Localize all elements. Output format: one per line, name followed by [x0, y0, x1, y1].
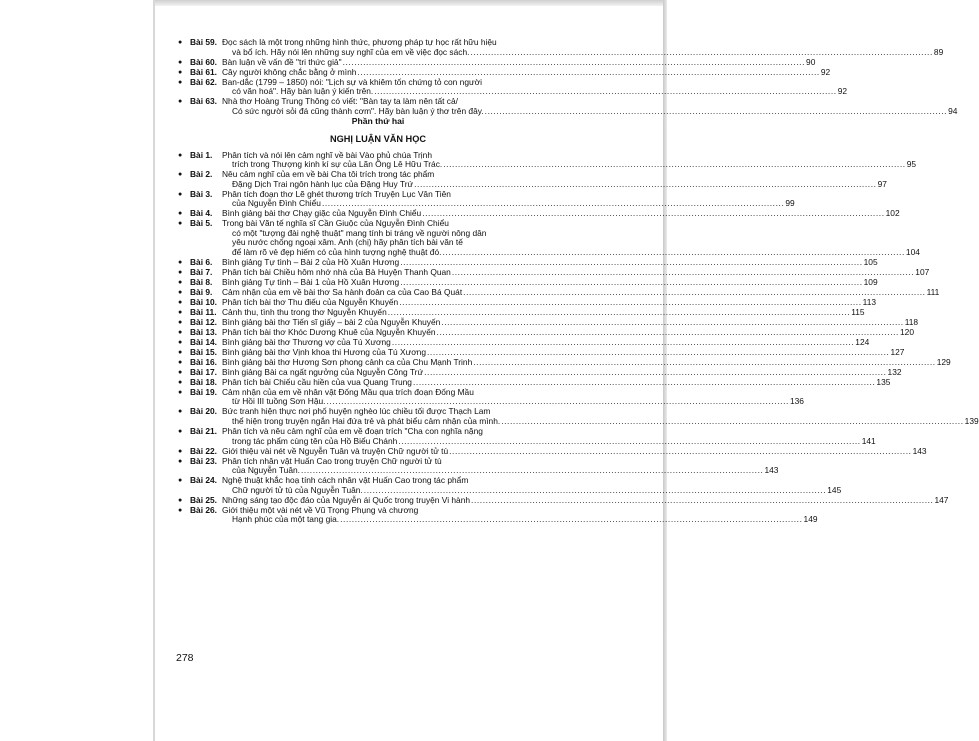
- entry-text-line: thể hiện trong truyện ngắn Hai đứa trẻ và phát biểu cảm nhận của mình.: [232, 415, 501, 426]
- bullet-icon: ●: [178, 78, 183, 86]
- dot-leader: [364, 486, 826, 496]
- dot-leader: [414, 180, 876, 190]
- entry-page-number: 95: [906, 159, 917, 170]
- entry-page-number: 143: [912, 445, 927, 456]
- entry-page-number: 111: [926, 286, 940, 297]
- entry-text-line: Bàn luận về vấn đề "tri thức giả": [222, 56, 342, 67]
- toc-entry: [176, 169, 887, 189]
- entry-number: Bài 15.: [190, 346, 218, 357]
- bullet-icon: ●: [178, 506, 183, 514]
- toc-entry: [176, 66, 831, 78]
- entry-number: Bài 20.: [190, 406, 218, 417]
- entry-last-line: [222, 484, 842, 496]
- toc-entry: [176, 425, 876, 446]
- bullet-icon: ●: [178, 477, 183, 485]
- entry-page-number: 127: [890, 346, 905, 357]
- entry-text-line: của Nguyễn Tuân.: [232, 465, 300, 476]
- entry-number: Bài 60.: [190, 56, 218, 67]
- entry-page-number: 120: [900, 326, 914, 337]
- page-number: 278: [176, 652, 194, 664]
- toc-entry: [176, 475, 842, 495]
- entry-text-line: và bổ ích. Hãy nói lên những suy nghĩ của em về việc đọc sách.: [232, 46, 470, 57]
- entry-page-number: 99: [785, 198, 795, 209]
- entry-number: Bài 19.: [190, 386, 218, 397]
- entry-page-number: 135: [876, 376, 891, 387]
- entry-page-number: 136: [789, 396, 804, 407]
- bullet-icon: ●: [178, 496, 183, 504]
- entry-text-line: Giới thiệu một vài nét về Vũ Trọng Phụng và chương: [222, 504, 419, 515]
- entry-number: Bài 63.: [190, 96, 218, 107]
- entry-page-number: 94: [948, 105, 958, 116]
- entry-text-line: trích trong Thượng kinh kí sự của Lãn Ông Lê Hữu Trác.: [232, 159, 443, 170]
- toc-entry: [176, 504, 818, 525]
- bullet-icon: ●: [178, 457, 183, 465]
- toc-entry: [176, 455, 779, 476]
- entry-number: Bài 8.: [190, 276, 213, 287]
- bullet-icon: ●: [178, 427, 183, 435]
- entry-text-line: Trong bài Văn tế nghĩa sĩ Cần Giuộc của Nguyễn Đình Chiểu: [222, 218, 449, 229]
- entry-text-line: Phân tích bài thơ Thu điếu của Nguyễn Khuyến: [222, 296, 399, 307]
- bullet-icon: ●: [178, 447, 183, 455]
- entry-number: Bài 9.: [190, 286, 213, 297]
- entry-text-line: Ban-dắc (1799 – 1850) nói: "Lịch sự và khiêm tốn chứng tỏ con người: [222, 76, 482, 87]
- entry-page-number: 143: [764, 465, 779, 476]
- toc-entry: [176, 37, 944, 57]
- entry-last-line: [222, 66, 831, 78]
- entry-number: Bài 23.: [190, 455, 218, 466]
- toc-entry: [176, 218, 920, 257]
- entry-text-line: Đọc sách là một trong những hình thức, phương pháp tự học rất hữu hiệu: [222, 37, 497, 47]
- entry-text-line: Có sức người sỏi đá cũng thành cơm". Hãy bàn luận ý thơ trên đây.: [232, 105, 484, 116]
- entry-page-number: 92: [820, 66, 831, 77]
- toc-entry: [176, 96, 958, 116]
- entry-text-line: Bình giảng bài thơ Tiến sĩ giấy – bài 2 của Nguyễn Khuyến: [222, 316, 441, 327]
- entry-text-line: Cảm nhận của em về nhân vật Đống Mầu qua trích đoạn Đống Mầu: [222, 386, 474, 397]
- entry-last-line: [222, 435, 876, 447]
- entry-last-line: [222, 56, 816, 68]
- entry-last-line: [222, 366, 902, 378]
- bullet-icon: ●: [178, 278, 183, 286]
- toc-entry: [176, 376, 891, 388]
- entry-number: Bài 12.: [190, 316, 218, 327]
- page-left-edge: [153, 0, 155, 741]
- entry-text-line: Cây người không chắc bằng ở mình: [222, 66, 357, 77]
- entry-text-line: có văn hoá". Hãy bàn luận ý kiến trên.: [232, 86, 374, 97]
- top-entry-list: [176, 37, 958, 116]
- entry-last-line: [222, 356, 951, 368]
- entry-page-number: 102: [885, 208, 900, 219]
- bullet-icon: ●: [178, 39, 183, 46]
- entry-page-number: 90: [806, 56, 816, 67]
- bullet-icon: ●: [178, 151, 183, 159]
- dot-leader: [413, 378, 875, 388]
- dot-leader: [340, 515, 802, 525]
- entry-text-line: Phân tích và nói lên cảm nghĩ về bài Vào phủ chúa Trịnh: [222, 149, 432, 160]
- bullet-icon: ●: [178, 338, 183, 346]
- entry-page-number: 132: [887, 366, 902, 377]
- toc-entry: [176, 346, 905, 358]
- entry-page-number: 107: [915, 266, 930, 277]
- dot-leader: [357, 68, 819, 78]
- dot-leader: [501, 417, 963, 427]
- entry-page-number: 115: [851, 306, 865, 317]
- entry-number: Bài 11.: [190, 306, 217, 317]
- entry-text-line: có một "tượng đài nghệ thuật" mang tính bi tráng về người nông dân: [232, 227, 487, 238]
- entry-text-line: Bức tranh hiện thực nơi phố huyện nghèo lúc chiều tối được Thạch Lam: [222, 406, 491, 417]
- entry-number: Bài 5.: [190, 218, 213, 229]
- entry-text-line: từ Hồi III tuồng Sơn Hậu.: [232, 396, 326, 407]
- entry-text-line: Bình giảng bài thơ Thương vợ của Tú Xương: [222, 336, 391, 347]
- toc-entry: [176, 188, 795, 209]
- entry-text-line: Phân tích bài Chiếu cầu hiền của vua Quang Trung: [222, 376, 412, 387]
- entry-number: Bài 13.: [190, 326, 218, 337]
- bullet-icon: ●: [178, 210, 183, 218]
- bullet-icon: ●: [178, 378, 183, 386]
- entry-text-line: Những sáng tạo độc đáo của Nguyễn ái Quốc trong truyện Vi hành: [222, 494, 471, 505]
- entry-number: Bài 26.: [190, 504, 218, 515]
- bullet-icon: ●: [178, 171, 183, 179]
- toc-entry: [176, 494, 949, 506]
- entry-text-line: Cảnh thu, tình thu trong thơ Nguyễn Khuyến: [222, 306, 387, 317]
- entry-text-line: yêu nước chống ngoại xâm. Anh (chị) hãy phân tích bài văn tế: [232, 237, 463, 248]
- table-of-contents: [176, 37, 979, 525]
- entry-last-line: [222, 346, 905, 358]
- dot-leader: [392, 338, 854, 348]
- entry-last-line: [222, 376, 891, 388]
- dot-leader: [427, 348, 889, 358]
- bullet-icon: ●: [178, 318, 183, 326]
- entry-text-line: Bình giảng bài thơ Vịnh khoa thi Hương của Tú Xương: [222, 346, 426, 357]
- bullet-icon: ●: [178, 98, 183, 106]
- entry-page-number: 124: [855, 336, 870, 347]
- bullet-icon: ●: [178, 388, 183, 396]
- entry-page-number: 118: [904, 316, 919, 327]
- entry-page-number: 89: [933, 46, 944, 57]
- entry-page-number: 97: [877, 178, 887, 189]
- entry-text-line: Đặng Dịch Trai ngôn hành lục của Đặng Huy Trứ: [232, 178, 414, 189]
- entry-number: Bài 4.: [190, 208, 213, 219]
- entry-number: Bài 24.: [190, 475, 218, 486]
- toc-entry: [176, 386, 804, 407]
- toc-entry: [176, 149, 917, 170]
- entry-number: Bài 21.: [190, 425, 218, 436]
- toc-entry: [176, 406, 979, 426]
- section-title: NGHỊ LUẬN VĂN HỌC: [330, 133, 426, 144]
- entry-page-number: 109: [863, 276, 878, 287]
- entry-text-line: Bình giảng Tự tình – Bài 1 của Hồ Xuân Hương: [222, 276, 400, 287]
- entry-number: Bài 18.: [190, 376, 218, 387]
- toc-entry: [176, 445, 927, 457]
- entry-text-line: Nghệ thuật khắc hoạ tính cách nhân vật Huấn Cao trong tác phẩm: [222, 475, 469, 486]
- bullet-icon: ●: [178, 268, 183, 276]
- toc-entry: [176, 56, 816, 68]
- entry-text-line: Phân tích bài Chiều hôm nhớ nhà của Bà Huyện Thanh Quan: [222, 266, 451, 277]
- entry-page-number: 149: [803, 514, 818, 525]
- dot-leader: [398, 437, 860, 447]
- dot-leader: [473, 358, 935, 368]
- entry-text-line: Nhà thơ Hoàng Trung Thông có viết: "Bàn tay ta làm nên tất cả/: [222, 96, 458, 107]
- entry-page-number: 113: [862, 296, 877, 307]
- entry-page-number: 145: [827, 484, 842, 495]
- entry-text-line: Bình giảng Bài ca ngất ngưởng của Nguyễn Công Trứ: [222, 366, 424, 377]
- bullet-icon: ●: [178, 258, 183, 266]
- main-entry-list: [176, 149, 979, 525]
- entry-last-line: [222, 445, 927, 457]
- toc-entry: [176, 336, 870, 348]
- entry-text-line: Phân tích đoạn thơ Lẽ ghét thương trích Truyện Lục Vân Tiên: [222, 188, 451, 199]
- entry-number: Bài 61.: [190, 66, 218, 77]
- dot-leader: [443, 160, 905, 170]
- entry-text-line: Cảm nhận của em về bài thơ Sa hành đoản ca của Cao Bá Quát: [222, 286, 463, 297]
- toc-entry: [176, 76, 848, 97]
- entry-page-number: 139: [964, 415, 979, 426]
- entry-number: Bài 22.: [190, 445, 218, 456]
- entry-number: Bài 10.: [190, 296, 218, 307]
- dot-leader: [470, 48, 932, 58]
- entry-number: Bài 59.: [190, 37, 218, 47]
- entry-last-line: [222, 336, 870, 348]
- entry-number: Bài 62.: [190, 76, 218, 87]
- entry-text-line: Bình giảng bài thơ Chạy giặc của Nguyễn Đình Chiểu: [222, 208, 422, 219]
- entry-number: Bài 1.: [190, 149, 213, 160]
- dot-leader: [424, 368, 886, 378]
- entry-text-line: Phân tích nhân vật Huấn Cao trong truyện Chữ người tử tù: [222, 455, 442, 466]
- entry-number: Bài 16.: [190, 356, 218, 367]
- entry-last-line: [222, 494, 949, 506]
- bullet-icon: ●: [178, 308, 183, 316]
- entry-last-line: [222, 514, 818, 525]
- entry-page-number: 104: [905, 247, 920, 257]
- bullet-icon: ●: [178, 348, 183, 356]
- toc-entry: [176, 356, 951, 368]
- entry-number: Bài 6.: [190, 256, 213, 267]
- part-title: Phần thứ hai: [351, 116, 405, 127]
- entry-page-number: 129: [936, 356, 951, 367]
- bullet-icon: ●: [178, 58, 183, 66]
- bullet-icon: ●: [178, 328, 183, 336]
- entry-number: Bài 2.: [190, 169, 213, 180]
- entry-page-number: 147: [934, 494, 949, 505]
- entry-text-line: để làm rõ vẻ đẹp hiếm có của hình tượng nghệ thuật đó.: [232, 247, 442, 257]
- dot-leader: [485, 107, 947, 117]
- entry-text-line: Phân tích và nêu cảm nghĩ của em về đoạn trích "Cha con nghĩa nặng: [222, 425, 483, 436]
- entry-text-line: Chữ người tử tù của Nguyễn Tuân.: [232, 484, 363, 495]
- toc-entry: [176, 366, 902, 378]
- entry-number: Bài 14.: [190, 336, 218, 347]
- bullet-icon: ●: [178, 408, 183, 416]
- entry-text-line: Bình giảng Tự tình – Bài 2 của Hồ Xuân Hương: [222, 256, 400, 267]
- entry-last-line: [222, 178, 887, 190]
- bullet-icon: ●: [178, 288, 183, 296]
- bullet-icon: ●: [178, 68, 183, 76]
- entry-text-line: Nêu cảm nghĩ của em về bài Cha tôi trích trong tác phẩm: [222, 169, 435, 180]
- entry-text-line: Bình giảng bài thơ Hương Sơn phong cảnh ca của Chu Mạnh Trinh: [222, 356, 473, 367]
- bullet-icon: ●: [178, 298, 183, 306]
- entry-text-line: trong tác phẩm cùng tên của Hồ Biểu Chánh: [232, 435, 398, 446]
- entry-number: Bài 7.: [190, 266, 213, 277]
- entry-page-number: 141: [861, 435, 876, 446]
- dot-leader: [422, 209, 884, 219]
- entry-page-number: 105: [863, 256, 878, 267]
- entry-last-line: [222, 46, 944, 58]
- entry-number: Bài 17.: [190, 366, 218, 377]
- bullet-icon: ●: [178, 220, 183, 228]
- entry-text-line: Hạnh phúc của một tang gia.: [232, 514, 340, 525]
- dot-leader: [449, 447, 911, 457]
- dot-leader: [343, 58, 805, 68]
- entry-text-line: Phân tích bài thơ Khóc Dương Khuê của Nguyễn Khuyến: [222, 326, 436, 337]
- dot-leader: [471, 496, 933, 506]
- entry-page-number: 92: [837, 86, 848, 97]
- entry-text-line: của Nguyễn Đình Chiểu: [232, 198, 321, 209]
- entry-last-line: [222, 105, 958, 117]
- bullet-icon: ●: [178, 368, 183, 376]
- page-top-shadow: [155, 0, 667, 6]
- bullet-icon: ●: [178, 358, 183, 366]
- bullet-icon: ●: [178, 190, 183, 198]
- entry-text-line: Giới thiệu vài nét về Nguyễn Tuân và truyện Chữ người tử tù: [222, 445, 449, 456]
- entry-number: Bài 25.: [190, 494, 218, 505]
- entry-number: Bài 3.: [190, 188, 213, 199]
